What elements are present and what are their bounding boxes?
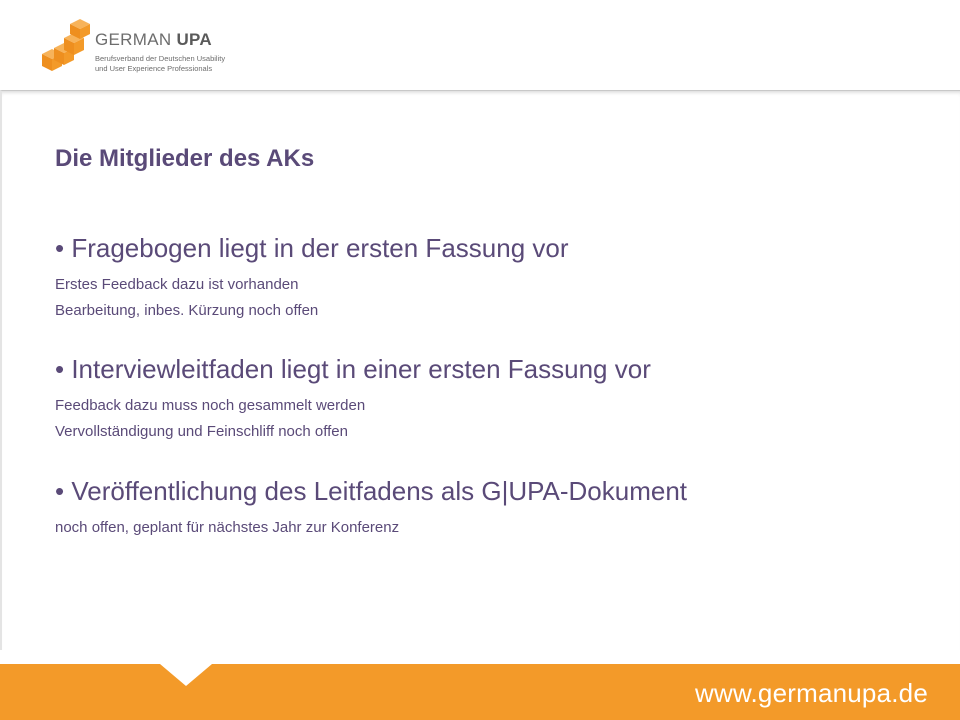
logo-subtitle-line1: Berufsverband der Deutschen Usability (95, 54, 226, 63)
sub-point: noch offen, geplant für nächstes Jahr zur Konferenz (55, 519, 400, 536)
sub-point: Vervollständigung und Feinschliff noch offen (55, 423, 348, 440)
sub-point: Erstes Feedback dazu ist vorhanden (55, 276, 299, 293)
sub-point: Bearbeitung, inbes. Kürzung noch offen (55, 302, 319, 319)
bullet-veroeffentlichung: • Veröffentlichung des Leitfadens als G|UPA-Dokument (55, 476, 688, 506)
logo-subtitle-line2: und User Experience Professionals (95, 64, 213, 73)
logo-name-bold: UPA (176, 30, 212, 49)
logo-wordmark (95, 30, 212, 50)
logo-name-light: GERMAN (95, 30, 177, 49)
slide-title: Die Mitglieder des AKs (55, 145, 315, 172)
sub-point: Feedback dazu muss noch gesammelt werden (55, 397, 366, 414)
bullet-fragebogen: • Fragebogen liegt in der ersten Fassung vor (55, 233, 569, 263)
stacked-boxes-logo-icon (40, 16, 92, 74)
header (0, 0, 960, 90)
bullet-interviewleitfaden: • Interviewleitfaden liegt in einer ersten Fassung vor (55, 354, 651, 384)
footer-url: www.germanupa.de (695, 678, 928, 708)
footer-notch (160, 664, 212, 686)
